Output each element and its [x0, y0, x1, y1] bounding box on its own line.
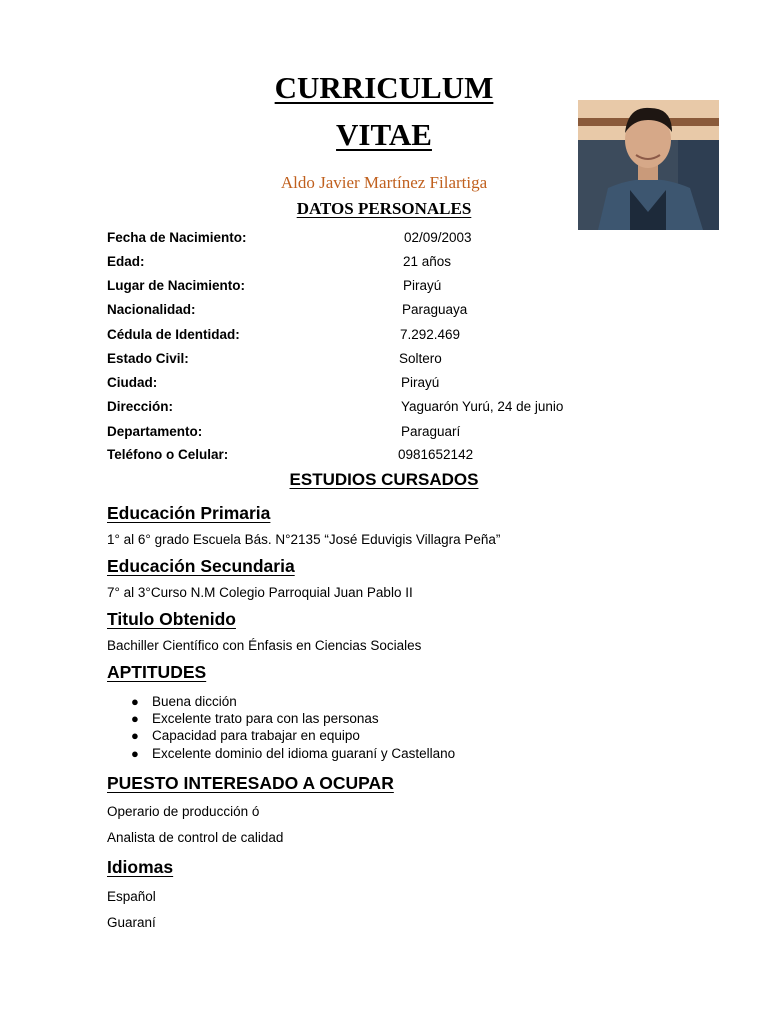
list-item: [107, 693, 455, 710]
degree-heading: Titulo Obtenido: [107, 609, 236, 629]
degree-text: Bachiller Científico con Énfasis en Ciencias Sociales: [107, 638, 422, 653]
label-phone: Teléfono o Celular:: [107, 447, 229, 462]
label-nationality: Nacionalidad:: [107, 302, 196, 317]
aptitude-text: Capacidad para trabajar en equipo: [152, 728, 360, 744]
aptitudes-heading: APTITUDES: [107, 662, 207, 682]
aptitudes-list: [107, 693, 455, 762]
primary-education-heading: Educación Primaria: [107, 503, 271, 523]
position-heading: PUESTO INTERESADO A OCUPAR: [107, 773, 394, 793]
cv-title-line1: CURRICULUM: [274, 70, 494, 105]
list-item: [107, 710, 455, 727]
label-age: Edad:: [107, 254, 145, 269]
personal-data-heading: DATOS PERSONALES: [296, 199, 472, 218]
secondary-education-text: 7° al 3°Curso N.M Colegio Parroquial Juan Pablo II: [107, 585, 413, 600]
value-city: Pirayú: [401, 375, 440, 390]
label-birth-place: Lugar de Nacimiento:: [107, 278, 246, 293]
bullet-icon: ●: [131, 745, 139, 761]
position-line2: Analista de control de calidad: [107, 830, 284, 845]
language-item: Guaraní: [107, 915, 156, 930]
label-civil-status: Estado Civil:: [107, 351, 189, 366]
bullet-icon: ●: [131, 728, 139, 744]
cv-title-line2: VITAE: [336, 117, 432, 152]
value-address: Yaguarón Yurú, 24 de junio: [401, 399, 564, 414]
list-item: [107, 745, 455, 762]
bullet-icon: ●: [131, 694, 139, 709]
value-civil-status: Soltero: [399, 351, 442, 366]
value-birth-place: Pirayú: [403, 278, 442, 293]
label-department: Departamento:: [107, 424, 203, 439]
language-item: Español: [107, 889, 156, 904]
value-age: 21 años: [403, 254, 452, 269]
languages-heading: Idiomas: [107, 857, 174, 877]
value-department: Paraguarí: [401, 424, 461, 439]
position-line1: Operario de producción ó: [107, 804, 260, 819]
aptitude-text: Excelente trato para con las personas: [152, 711, 379, 727]
value-id-number: 7.292.469: [400, 327, 461, 342]
studies-heading: ESTUDIOS CURSADOS: [289, 470, 479, 489]
value-birth-date: 02/09/2003: [404, 230, 472, 245]
candidate-name: Aldo Javier Martínez Filartiga: [280, 173, 488, 192]
label-id-number: Cédula de Identidad:: [107, 327, 240, 342]
label-address: Dirección:: [107, 399, 174, 414]
aptitude-text: Excelente dominio del idioma guaraní y Castellano: [152, 745, 456, 761]
aptitude-text: Buena dicción: [152, 694, 237, 709]
list-item: [107, 727, 455, 744]
label-city: Ciudad:: [107, 375, 158, 390]
label-birth-date: Fecha de Nacimiento:: [107, 230, 247, 245]
secondary-education-heading: Educación Secundaria: [107, 556, 295, 576]
primary-education-text: 1° al 6° grado Escuela Bás. N°2135 “José Eduvigis Villagra Peña”: [107, 532, 501, 547]
value-phone: 0981652142: [398, 447, 474, 462]
value-nationality: Paraguaya: [402, 302, 468, 317]
bullet-icon: ●: [131, 711, 139, 727]
